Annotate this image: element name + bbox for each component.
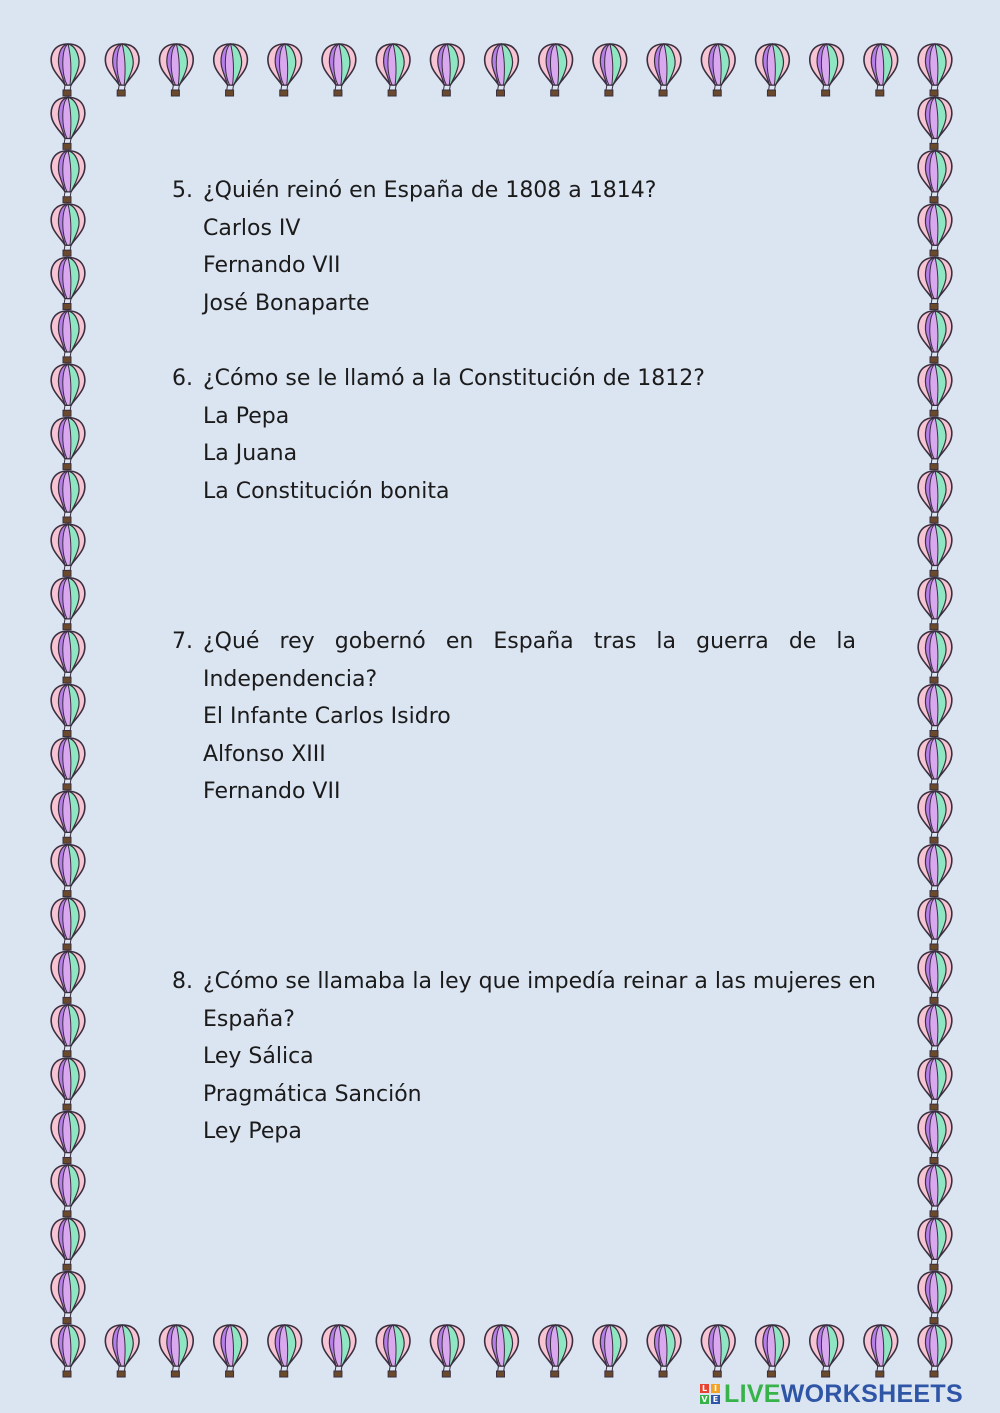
- hot-air-balloon-icon: [918, 1218, 952, 1270]
- hot-air-balloon-icon: [918, 44, 952, 96]
- hot-air-balloon-icon: [918, 578, 952, 630]
- hot-air-balloon-icon: [485, 44, 519, 96]
- hot-air-balloon-icon: [918, 418, 952, 470]
- hot-air-balloon-icon: [160, 1325, 194, 1377]
- hot-air-balloon-icon: [51, 685, 85, 737]
- question-text: ¿Cómo se le llamó a la Constitución de 1812?: [203, 366, 705, 391]
- hot-air-balloon-icon: [918, 364, 952, 416]
- hot-air-balloon-icon: [51, 471, 85, 523]
- hot-air-balloon-icon: [918, 631, 952, 683]
- question-text: ¿Quién reinó en España de 1808 a 1814?: [203, 178, 657, 203]
- question-text: ¿Qué rey gobernó en España tras la guerra de la: [203, 629, 856, 654]
- hot-air-balloon-icon: [160, 44, 194, 96]
- hot-air-balloon-icon: [918, 685, 952, 737]
- hot-air-balloon-icon: [51, 524, 85, 576]
- answer-option[interactable]: El Infante Carlos Isidro: [203, 704, 451, 730]
- liveworksheets-mark-icon: L I V E: [701, 1384, 719, 1404]
- answer-option[interactable]: Pragmática Sanción: [203, 1081, 422, 1107]
- hot-air-balloon-icon: [918, 97, 952, 149]
- hot-air-balloon-icon: [864, 44, 898, 96]
- hot-air-balloon-icon: [214, 1325, 248, 1377]
- hot-air-balloon-icon: [918, 1058, 952, 1110]
- hot-air-balloon-icon: [810, 44, 844, 96]
- hot-air-balloon-icon: [918, 311, 952, 363]
- question-number: 7.: [172, 629, 193, 654]
- hot-air-balloon-icon: [51, 631, 85, 683]
- hot-air-balloon-icon: [51, 97, 85, 149]
- brand-live: LIVE: [724, 1380, 781, 1408]
- hot-air-balloon-icon: [918, 898, 952, 950]
- hot-air-balloon-icon: [864, 1325, 898, 1377]
- hot-air-balloon-icon: [51, 791, 85, 843]
- answer-option[interactable]: Alfonso XIII: [203, 741, 326, 767]
- hot-air-balloon-icon: [647, 44, 681, 96]
- answer-option[interactable]: Ley Pepa: [203, 1119, 302, 1145]
- answer-option[interactable]: La Pepa: [203, 403, 290, 429]
- question-number: 6.: [172, 366, 193, 391]
- question-5: [172, 172, 856, 322]
- hot-air-balloon-icon: [701, 44, 735, 96]
- hot-air-balloon-icon: [918, 151, 952, 203]
- hot-air-balloon-icon: [268, 1325, 302, 1377]
- hot-air-balloon-icon: [918, 524, 952, 576]
- hot-air-balloon-icon: [51, 418, 85, 470]
- hot-air-balloon-icon: [105, 1325, 139, 1377]
- answer-option[interactable]: Ley Sálica: [203, 1044, 314, 1070]
- hot-air-balloon-icon: [918, 1325, 952, 1377]
- hot-air-balloon-icon: [918, 845, 952, 897]
- hot-air-balloon-icon: [51, 578, 85, 630]
- hot-air-balloon-icon: [756, 44, 790, 96]
- hot-air-balloon-icon: [51, 44, 85, 96]
- hot-air-balloon-icon: [810, 1325, 844, 1377]
- question-7: [172, 623, 856, 811]
- hot-air-balloon-icon: [268, 44, 302, 96]
- hot-air-balloon-icon: [105, 44, 139, 96]
- hot-air-balloon-icon: [51, 1325, 85, 1377]
- hot-air-balloon-icon: [51, 898, 85, 950]
- answer-option[interactable]: La Juana: [203, 441, 298, 467]
- hot-air-balloon-icon: [51, 1165, 85, 1217]
- question-number: 5.: [172, 178, 193, 203]
- hot-air-balloon-icon: [701, 1325, 735, 1377]
- hot-air-balloon-icon: [51, 1218, 85, 1270]
- question-text: Independencia?: [203, 666, 378, 692]
- hot-air-balloon-icon: [51, 951, 85, 1003]
- hot-air-balloon-icon: [51, 151, 85, 203]
- hot-air-balloon-icon: [756, 1325, 790, 1377]
- hot-air-balloon-icon: [918, 1165, 952, 1217]
- question-6: [172, 360, 856, 510]
- liveworksheets-logo: [700, 1378, 963, 1410]
- hot-air-balloon-icon: [918, 791, 952, 843]
- hot-air-balloon-icon: [918, 471, 952, 523]
- hot-air-balloon-icon: [51, 845, 85, 897]
- hot-air-balloon-icon: [51, 258, 85, 310]
- hot-air-balloon-icon: [51, 1112, 85, 1164]
- hot-air-balloon-icon: [539, 1325, 573, 1377]
- hot-air-balloon-icon: [918, 1005, 952, 1057]
- hot-air-balloon-icon: [593, 44, 627, 96]
- answer-option[interactable]: Fernando VII: [203, 253, 341, 279]
- hot-air-balloon-icon: [376, 44, 410, 96]
- answer-option[interactable]: Carlos IV: [203, 215, 301, 241]
- hot-air-balloon-icon: [51, 204, 85, 256]
- hot-air-balloon-icon: [51, 1058, 85, 1110]
- hot-air-balloon-icon: [376, 1325, 410, 1377]
- hot-air-balloon-icon: [918, 951, 952, 1003]
- hot-air-balloon-icon: [214, 44, 248, 96]
- hot-air-balloon-icon: [322, 44, 356, 96]
- hot-air-balloon-icon: [647, 1325, 681, 1377]
- question-number: 8.: [172, 969, 193, 994]
- question-text: ¿Cómo se llamaba la ley que impedía reinar a las mujeres en: [203, 969, 876, 994]
- answer-option[interactable]: José Bonaparte: [203, 290, 370, 316]
- hot-air-balloon-icon: [918, 258, 952, 310]
- hot-air-balloon-icon: [539, 44, 573, 96]
- hot-air-balloon-icon: [322, 1325, 356, 1377]
- hot-air-balloon-icon: [593, 1325, 627, 1377]
- answer-option[interactable]: La Constitución bonita: [203, 478, 450, 504]
- hot-air-balloon-icon: [918, 1112, 952, 1164]
- hot-air-balloon-icon: [485, 1325, 519, 1377]
- question-text: España?: [203, 1006, 295, 1032]
- hot-air-balloon-icon: [51, 1272, 85, 1324]
- hot-air-balloon-icon: [51, 1005, 85, 1057]
- hot-air-balloon-icon: [51, 311, 85, 363]
- hot-air-balloon-icon: [918, 204, 952, 256]
- hot-air-balloon-icon: [918, 1272, 952, 1324]
- hot-air-balloon-icon: [51, 364, 85, 416]
- question-8: [172, 963, 876, 1151]
- hot-air-balloon-icon: [51, 738, 85, 790]
- hot-air-balloon-icon: [430, 44, 464, 96]
- hot-air-balloon-icon: [430, 1325, 464, 1377]
- hot-air-balloon-icon: [918, 738, 952, 790]
- brand-worksheets: WORKSHEETS: [780, 1380, 963, 1408]
- answer-option[interactable]: Fernando VII: [203, 779, 341, 805]
